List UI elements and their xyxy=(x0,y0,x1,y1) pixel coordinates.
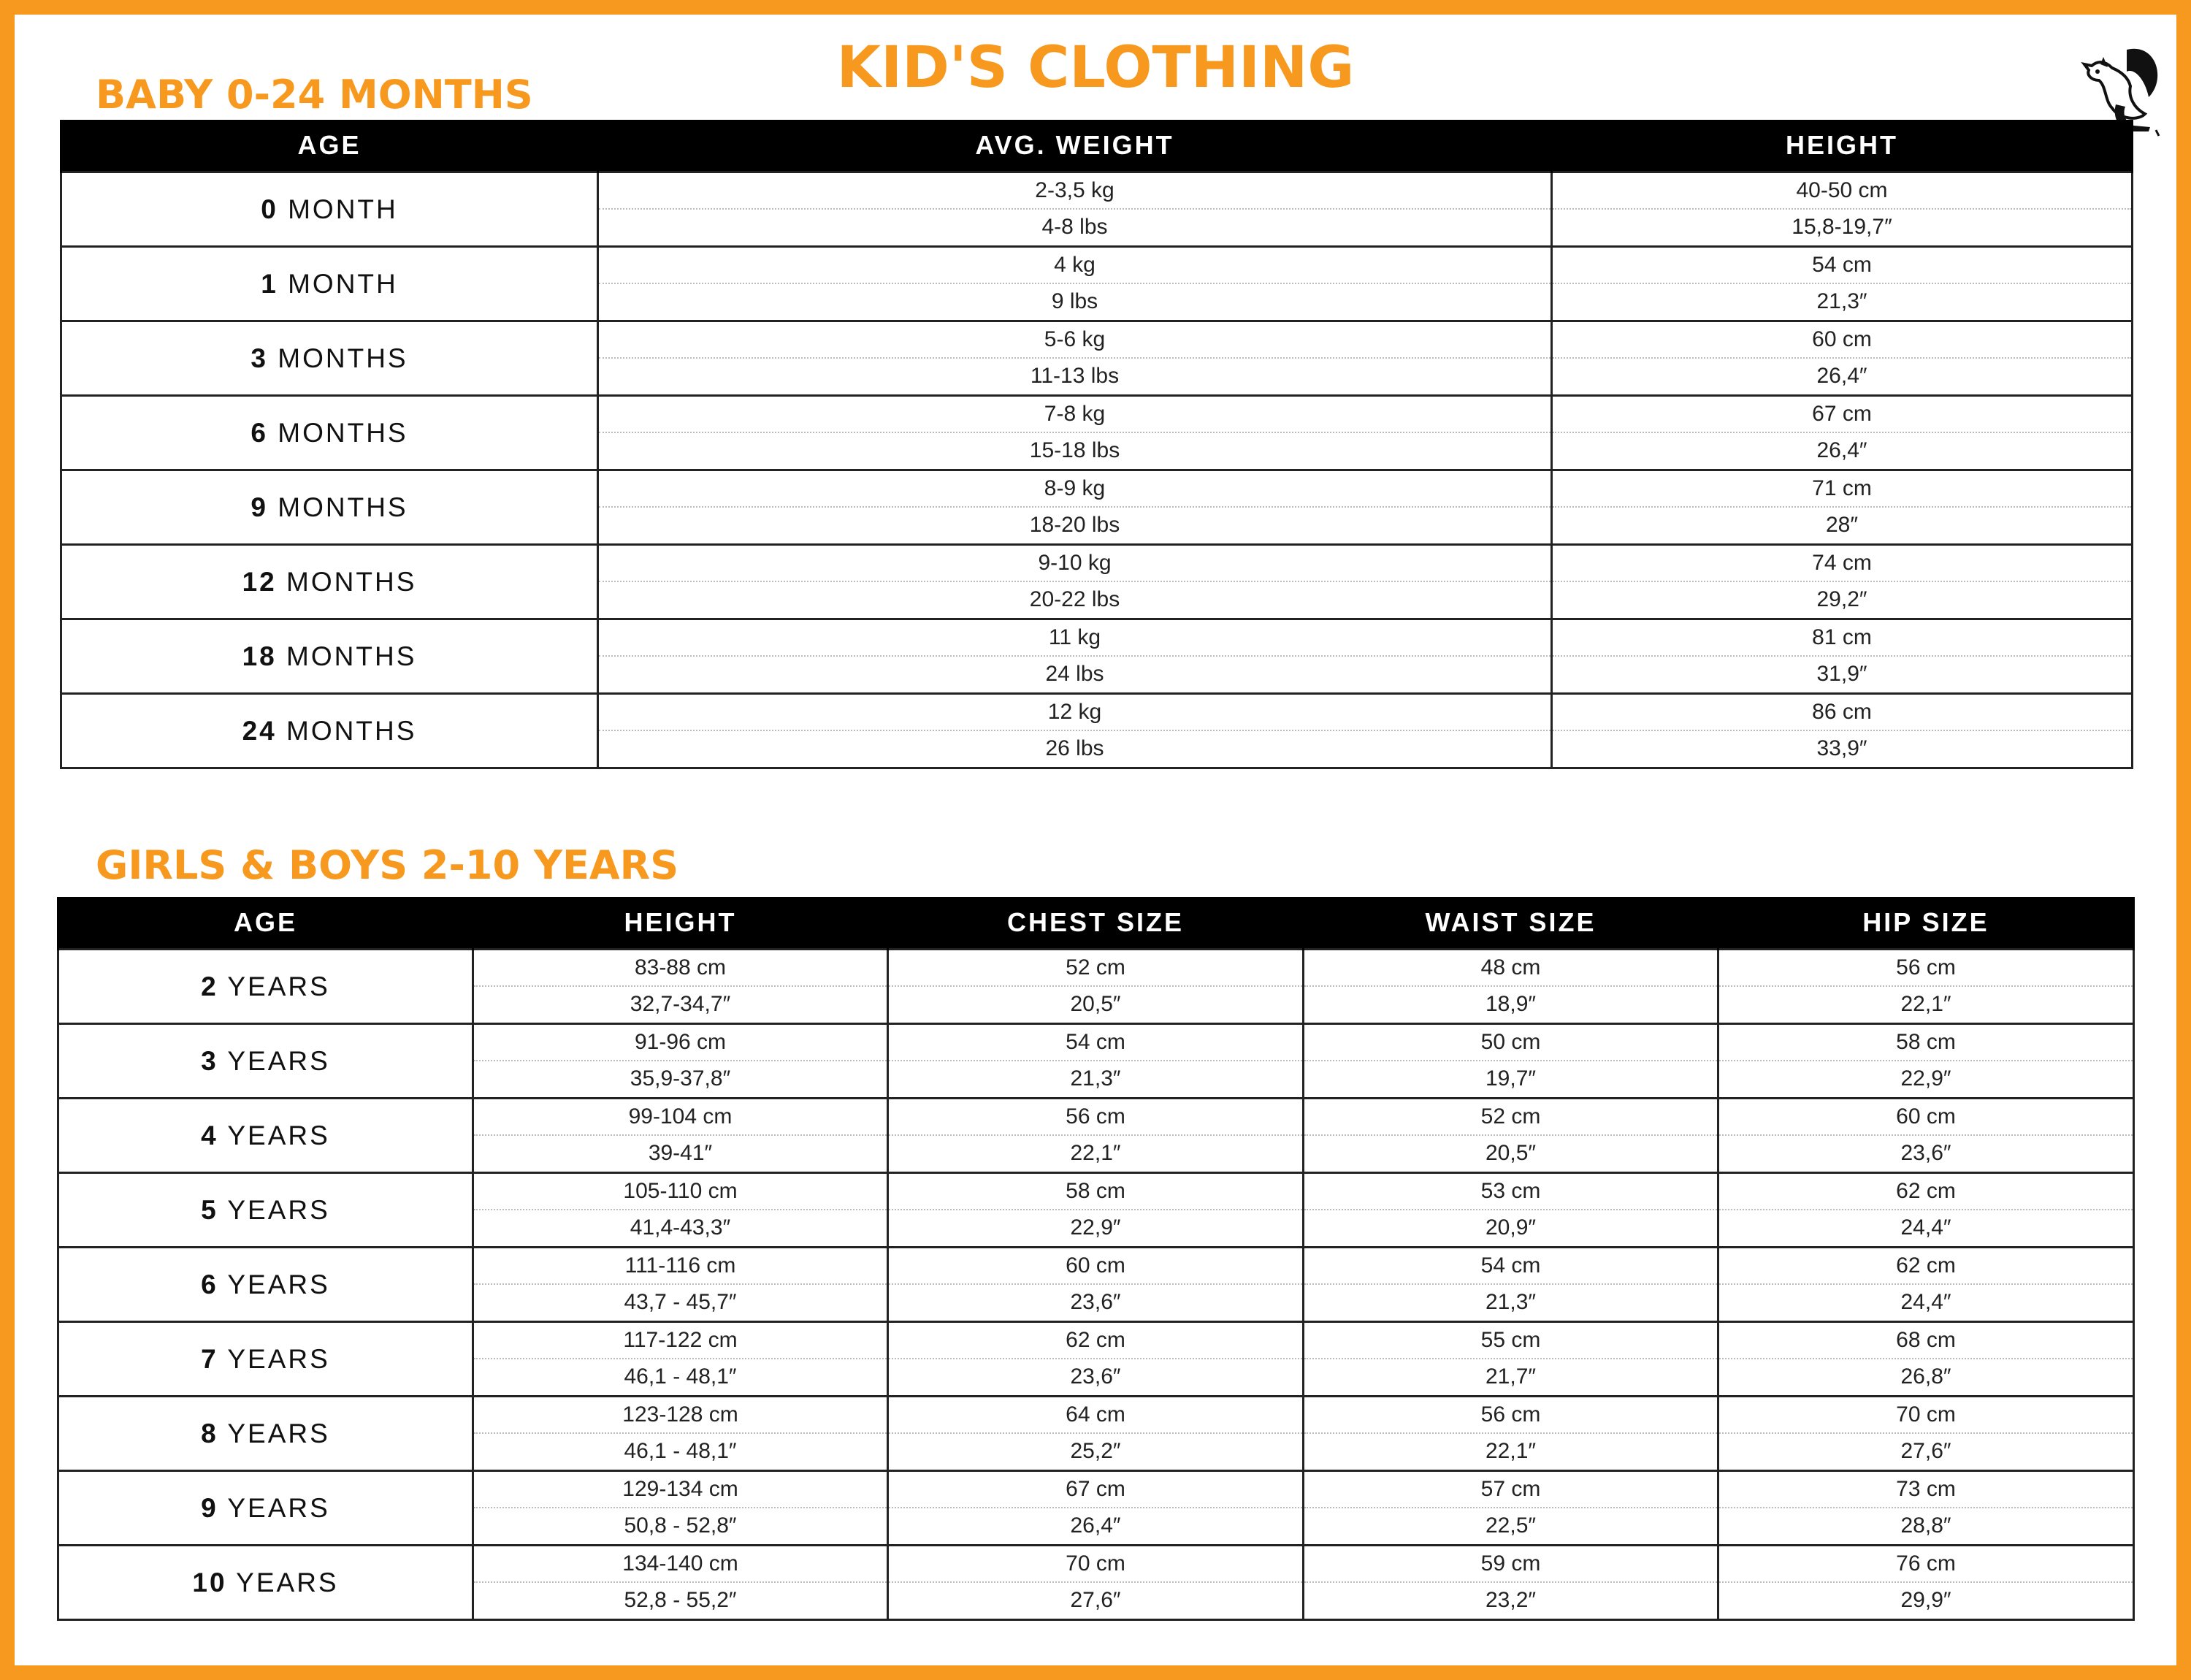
value-stack xyxy=(1553,471,2131,543)
value-stack xyxy=(474,1248,887,1321)
age-number: 5 xyxy=(201,1194,218,1225)
value-cell xyxy=(1718,950,2134,1024)
value-cell xyxy=(1718,1248,2134,1322)
value-stack xyxy=(889,950,1302,1023)
value-cell xyxy=(598,172,1552,247)
value-stack xyxy=(474,1397,887,1470)
metric-value: 76 cm xyxy=(1719,1546,2133,1583)
baby-header-row xyxy=(61,120,2133,172)
metric-value: 91-96 cm xyxy=(474,1025,887,1061)
value-cell xyxy=(888,950,1304,1024)
age-number: 6 xyxy=(251,417,268,448)
metric-value: 117-122 cm xyxy=(474,1323,887,1359)
value-cell xyxy=(1718,1397,2134,1471)
value-cell xyxy=(1304,1248,1718,1322)
kids-header-row xyxy=(58,897,2134,950)
table-row xyxy=(58,1546,2134,1620)
imperial-value: 46,1 - 48,1″ xyxy=(624,1364,737,1389)
age-cell xyxy=(61,694,598,768)
value-cell xyxy=(888,1099,1304,1173)
age-number: 10 xyxy=(192,1567,227,1597)
age-unit: YEARS xyxy=(227,1418,330,1448)
imperial-value: 21,3″ xyxy=(1485,1290,1536,1315)
imperial-value: 24,4″ xyxy=(1900,1215,1951,1240)
imperial-value: 26 lbs xyxy=(1045,736,1104,761)
value-cell xyxy=(1552,545,2133,619)
table-row xyxy=(61,694,2133,768)
value-cell xyxy=(1718,1546,2134,1620)
imperial-value: 15,8-19,7″ xyxy=(1792,215,1892,240)
metric-value: 53 cm xyxy=(1304,1174,1717,1210)
value-cell xyxy=(888,1471,1304,1546)
metric-value: 9-10 kg xyxy=(599,546,1550,582)
age-cell xyxy=(58,1099,473,1173)
metric-value: 5-6 kg xyxy=(599,322,1550,359)
value-cell xyxy=(1552,694,2133,768)
metric-value: 52 cm xyxy=(1304,1099,1717,1136)
age-unit: YEARS xyxy=(236,1567,339,1597)
metric-value: 62 cm xyxy=(1719,1248,2133,1285)
value-stack xyxy=(474,1546,887,1619)
value-stack xyxy=(474,1323,887,1395)
header-hip-size: HIP SIZE xyxy=(1718,897,2134,950)
value-stack xyxy=(599,397,1550,469)
age-unit: YEARS xyxy=(227,1194,330,1225)
imperial-value: 32,7-34,7″ xyxy=(630,992,731,1017)
value-stack xyxy=(1304,1025,1717,1097)
value-cell xyxy=(598,545,1552,619)
value-cell xyxy=(1552,247,2133,321)
value-stack xyxy=(1719,1248,2133,1321)
metric-value: 74 cm xyxy=(1553,546,2131,582)
imperial-value: 28″ xyxy=(1826,513,1858,538)
imperial-value: 23,2″ xyxy=(1485,1588,1536,1613)
metric-value: 4 kg xyxy=(599,248,1550,284)
imperial-value: 27,6″ xyxy=(1070,1588,1121,1613)
value-stack xyxy=(1719,1323,2133,1395)
imperial-value: 20-22 lbs xyxy=(1029,587,1120,612)
age-number: 9 xyxy=(201,1492,218,1523)
value-stack xyxy=(1719,1397,2133,1470)
header-age: AGE xyxy=(61,120,598,172)
age-cell xyxy=(58,1471,473,1546)
table-row xyxy=(58,1471,2134,1546)
imperial-value: 21,3″ xyxy=(1816,289,1867,314)
age-number: 7 xyxy=(201,1343,218,1374)
value-cell xyxy=(1552,172,2133,247)
value-stack xyxy=(889,1025,1302,1097)
table-row xyxy=(61,172,2133,247)
metric-value: 62 cm xyxy=(1719,1174,2133,1210)
metric-value: 56 cm xyxy=(889,1099,1302,1136)
value-cell xyxy=(598,470,1552,545)
age-number: 4 xyxy=(201,1120,218,1150)
age-number: 2 xyxy=(201,971,218,1001)
metric-value: 12 kg xyxy=(599,695,1550,731)
value-cell xyxy=(888,1024,1304,1099)
value-cell xyxy=(1718,1471,2134,1546)
age-cell xyxy=(61,321,598,396)
imperial-value: 23,6″ xyxy=(1900,1141,1951,1166)
age-number: 3 xyxy=(251,343,268,373)
value-cell xyxy=(473,1248,888,1322)
imperial-value: 20,5″ xyxy=(1485,1141,1536,1166)
metric-value: 62 cm xyxy=(889,1323,1302,1359)
metric-value: 111-116 cm xyxy=(474,1248,887,1285)
age-number: 24 xyxy=(242,715,277,746)
table-row xyxy=(61,247,2133,321)
value-cell xyxy=(598,619,1552,694)
imperial-value: 22,1″ xyxy=(1900,992,1951,1017)
age-number: 3 xyxy=(201,1045,218,1076)
baby-size-table xyxy=(60,120,2133,769)
value-stack xyxy=(1553,695,2131,767)
metric-value: 60 cm xyxy=(1553,322,2131,359)
imperial-value: 18-20 lbs xyxy=(1029,513,1120,538)
age-number: 6 xyxy=(201,1269,218,1299)
value-stack xyxy=(599,471,1550,543)
imperial-value: 22,9″ xyxy=(1070,1215,1121,1240)
table-row xyxy=(61,545,2133,619)
age-unit: MONTHS xyxy=(286,566,417,597)
age-number: 9 xyxy=(251,492,268,522)
kids-section-title: GIRLS & BOYS 2-10 YEARS xyxy=(96,842,679,888)
metric-value: 52 cm xyxy=(889,950,1302,987)
metric-value: 2-3,5 kg xyxy=(599,173,1550,210)
value-cell xyxy=(1718,1173,2134,1248)
imperial-value: 29,9″ xyxy=(1900,1588,1951,1613)
metric-value: 40-50 cm xyxy=(1553,173,2131,210)
value-cell xyxy=(473,1546,888,1620)
value-stack xyxy=(474,1472,887,1544)
header-avg-weight: AVG. WEIGHT xyxy=(598,120,1552,172)
kids-size-table xyxy=(57,897,2135,1621)
value-stack xyxy=(889,1397,1302,1470)
imperial-value: 29,2″ xyxy=(1816,587,1867,612)
value-stack xyxy=(474,1025,887,1097)
age-number: 1 xyxy=(261,268,278,299)
imperial-value: 23,6″ xyxy=(1070,1290,1121,1315)
header-chest-size: CHEST SIZE xyxy=(888,897,1304,950)
value-stack xyxy=(1719,1174,2133,1246)
metric-value: 55 cm xyxy=(1304,1323,1717,1359)
value-stack xyxy=(1719,1472,2133,1544)
metric-value: 54 cm xyxy=(889,1025,1302,1061)
table-row xyxy=(58,1099,2134,1173)
metric-value: 48 cm xyxy=(1304,950,1717,987)
age-cell xyxy=(61,545,598,619)
metric-value: 105-110 cm xyxy=(474,1174,887,1210)
metric-value: 7-8 kg xyxy=(599,397,1550,433)
table-row xyxy=(61,619,2133,694)
imperial-value: 28,8″ xyxy=(1900,1513,1951,1538)
value-stack xyxy=(599,322,1550,394)
value-stack xyxy=(1553,397,2131,469)
value-stack xyxy=(599,620,1550,692)
imperial-value: 22,5″ xyxy=(1485,1513,1536,1538)
age-cell xyxy=(58,1248,473,1322)
imperial-value: 20,5″ xyxy=(1070,992,1121,1017)
imperial-value: 18,9″ xyxy=(1485,992,1536,1017)
metric-value: 54 cm xyxy=(1553,248,2131,284)
age-unit: MONTH xyxy=(288,268,398,299)
metric-value: 60 cm xyxy=(1719,1099,2133,1136)
metric-value: 123-128 cm xyxy=(474,1397,887,1434)
metric-value: 73 cm xyxy=(1719,1472,2133,1508)
metric-value: 58 cm xyxy=(1719,1025,2133,1061)
age-cell xyxy=(61,247,598,321)
age-unit: MONTH xyxy=(288,194,398,224)
value-stack xyxy=(599,695,1550,767)
imperial-value: 50,8 - 52,8″ xyxy=(624,1513,737,1538)
value-stack xyxy=(1304,1472,1717,1544)
value-stack xyxy=(1304,1397,1717,1470)
value-cell xyxy=(1304,1099,1718,1173)
table-row xyxy=(61,470,2133,545)
imperial-value: 26,8″ xyxy=(1900,1364,1951,1389)
metric-value: 68 cm xyxy=(1719,1323,2133,1359)
imperial-value: 46,1 - 48,1″ xyxy=(624,1439,737,1464)
value-cell xyxy=(473,1024,888,1099)
value-cell xyxy=(1304,1471,1718,1546)
metric-value: 99-104 cm xyxy=(474,1099,887,1136)
metric-value: 129-134 cm xyxy=(474,1472,887,1508)
value-cell xyxy=(598,247,1552,321)
value-cell xyxy=(1304,1024,1718,1099)
value-cell xyxy=(598,321,1552,396)
age-number: 12 xyxy=(242,566,277,597)
table-row xyxy=(58,1322,2134,1397)
value-cell xyxy=(1718,1099,2134,1173)
age-cell xyxy=(58,1173,473,1248)
value-cell xyxy=(1718,1024,2134,1099)
age-unit: YEARS xyxy=(227,971,330,1001)
value-cell xyxy=(1552,619,2133,694)
header-waist-size: WAIST SIZE xyxy=(1304,897,1718,950)
age-cell xyxy=(58,950,473,1024)
value-stack xyxy=(1304,1323,1717,1395)
value-cell xyxy=(1304,950,1718,1024)
imperial-value: 19,7″ xyxy=(1485,1066,1536,1091)
value-cell xyxy=(598,396,1552,470)
value-stack xyxy=(889,1099,1302,1172)
value-cell xyxy=(1718,1322,2134,1397)
baby-section-title: BABY 0-24 MONTHS xyxy=(96,72,533,118)
value-stack xyxy=(1553,322,2131,394)
value-cell xyxy=(1304,1546,1718,1620)
imperial-value: 27,6″ xyxy=(1900,1439,1951,1464)
imperial-value: 4-8 lbs xyxy=(1041,215,1108,240)
metric-value: 86 cm xyxy=(1553,695,2131,731)
imperial-value: 52,8 - 55,2″ xyxy=(624,1588,737,1613)
metric-value: 70 cm xyxy=(889,1546,1302,1583)
imperial-value: 22,1″ xyxy=(1070,1141,1121,1166)
age-unit: MONTHS xyxy=(286,715,417,746)
imperial-value: 21,7″ xyxy=(1485,1364,1536,1389)
value-stack xyxy=(1304,950,1717,1023)
value-stack xyxy=(1304,1248,1717,1321)
value-cell xyxy=(473,950,888,1024)
value-cell xyxy=(598,694,1552,768)
age-cell xyxy=(61,619,598,694)
metric-value: 71 cm xyxy=(1553,471,2131,508)
age-unit: YEARS xyxy=(227,1492,330,1523)
value-cell xyxy=(888,1546,1304,1620)
value-stack xyxy=(1304,1174,1717,1246)
age-unit: YEARS xyxy=(227,1343,330,1374)
metric-value: 54 cm xyxy=(1304,1248,1717,1285)
value-cell xyxy=(1304,1397,1718,1471)
imperial-value: 43,7 - 45,7″ xyxy=(624,1290,737,1315)
metric-value: 11 kg xyxy=(599,620,1550,657)
header-age: AGE xyxy=(58,897,473,950)
value-stack xyxy=(1304,1546,1717,1619)
age-unit: YEARS xyxy=(227,1045,330,1076)
imperial-value: 35,9-37,8″ xyxy=(630,1066,731,1091)
header-height: HEIGHT xyxy=(1552,120,2133,172)
metric-value: 67 cm xyxy=(1553,397,2131,433)
metric-value: 58 cm xyxy=(889,1174,1302,1210)
imperial-value: 21,3″ xyxy=(1070,1066,1121,1091)
age-unit: YEARS xyxy=(227,1269,330,1299)
value-cell xyxy=(888,1248,1304,1322)
imperial-value: 26,4″ xyxy=(1816,438,1867,463)
metric-value: 81 cm xyxy=(1553,620,2131,657)
table-row xyxy=(58,1024,2134,1099)
imperial-value: 33,9″ xyxy=(1816,736,1867,761)
age-cell xyxy=(58,1546,473,1620)
metric-value: 134-140 cm xyxy=(474,1546,887,1583)
value-stack xyxy=(1719,1099,2133,1172)
value-stack xyxy=(889,1174,1302,1246)
value-cell xyxy=(473,1471,888,1546)
table-row xyxy=(61,396,2133,470)
age-unit: MONTHS xyxy=(278,417,408,448)
age-cell xyxy=(58,1024,473,1099)
table-row xyxy=(61,321,2133,396)
value-stack xyxy=(889,1323,1302,1395)
metric-value: 60 cm xyxy=(889,1248,1302,1285)
metric-value: 59 cm xyxy=(1304,1546,1717,1583)
metric-value: 57 cm xyxy=(1304,1472,1717,1508)
age-unit: YEARS xyxy=(227,1120,330,1150)
value-stack xyxy=(1553,248,2131,320)
metric-value: 50 cm xyxy=(1304,1025,1717,1061)
value-stack xyxy=(474,1099,887,1172)
age-number: 18 xyxy=(242,641,277,671)
age-cell xyxy=(61,470,598,545)
value-cell xyxy=(1552,396,2133,470)
table-row xyxy=(58,1397,2134,1471)
value-cell xyxy=(1552,321,2133,396)
value-stack xyxy=(1719,1025,2133,1097)
metric-value: 64 cm xyxy=(889,1397,1302,1434)
value-stack xyxy=(599,173,1550,245)
imperial-value: 11-13 lbs xyxy=(1030,364,1120,389)
value-stack xyxy=(599,546,1550,618)
table-row xyxy=(58,950,2134,1024)
value-cell xyxy=(1304,1322,1718,1397)
value-stack xyxy=(889,1472,1302,1544)
age-cell xyxy=(58,1322,473,1397)
age-number: 8 xyxy=(201,1418,218,1448)
age-unit: MONTHS xyxy=(278,492,408,522)
value-stack xyxy=(1553,173,2131,245)
value-cell xyxy=(1304,1173,1718,1248)
value-cell xyxy=(1552,470,2133,545)
age-cell xyxy=(58,1397,473,1471)
value-cell xyxy=(473,1322,888,1397)
metric-value: 8-9 kg xyxy=(599,471,1550,508)
imperial-value: 15-18 lbs xyxy=(1029,438,1120,463)
metric-value: 83-88 cm xyxy=(474,950,887,987)
metric-value: 56 cm xyxy=(1719,950,2133,987)
imperial-value: 22,1″ xyxy=(1485,1439,1536,1464)
value-stack xyxy=(1304,1099,1717,1172)
age-number: 0 xyxy=(261,194,278,224)
age-cell xyxy=(61,396,598,470)
imperial-value: 26,4″ xyxy=(1816,364,1867,389)
age-cell xyxy=(61,172,598,247)
value-stack xyxy=(599,248,1550,320)
imperial-value: 22,9″ xyxy=(1900,1066,1951,1091)
value-stack xyxy=(1553,620,2131,692)
imperial-value: 23,6″ xyxy=(1070,1364,1121,1389)
imperial-value: 25,2″ xyxy=(1070,1439,1121,1464)
imperial-value: 24 lbs xyxy=(1045,662,1104,687)
value-cell xyxy=(888,1397,1304,1471)
value-cell xyxy=(473,1397,888,1471)
imperial-value: 39-41″ xyxy=(648,1141,713,1166)
value-cell xyxy=(473,1173,888,1248)
imperial-value: 20,9″ xyxy=(1485,1215,1536,1240)
header-height: HEIGHT xyxy=(473,897,888,950)
imperial-value: 9 lbs xyxy=(1051,289,1098,314)
value-cell xyxy=(473,1099,888,1173)
imperial-value: 41,4-43,3″ xyxy=(630,1215,731,1240)
value-stack xyxy=(1719,1546,2133,1619)
age-unit: MONTHS xyxy=(286,641,417,671)
value-stack xyxy=(1553,546,2131,618)
imperial-value: 31,9″ xyxy=(1816,662,1867,687)
metric-value: 67 cm xyxy=(889,1472,1302,1508)
value-stack xyxy=(889,1248,1302,1321)
metric-value: 70 cm xyxy=(1719,1397,2133,1434)
imperial-value: 24,4″ xyxy=(1900,1290,1951,1315)
age-unit: MONTHS xyxy=(278,343,408,373)
value-cell xyxy=(888,1322,1304,1397)
value-stack xyxy=(474,950,887,1023)
value-stack xyxy=(474,1174,887,1246)
table-row xyxy=(58,1173,2134,1248)
page-title: KID'S CLOTHING xyxy=(836,35,1355,101)
value-cell xyxy=(888,1173,1304,1248)
table-row xyxy=(58,1248,2134,1322)
value-stack xyxy=(1719,950,2133,1023)
imperial-value: 26,4″ xyxy=(1070,1513,1121,1538)
metric-value: 56 cm xyxy=(1304,1397,1717,1434)
value-stack xyxy=(889,1546,1302,1619)
